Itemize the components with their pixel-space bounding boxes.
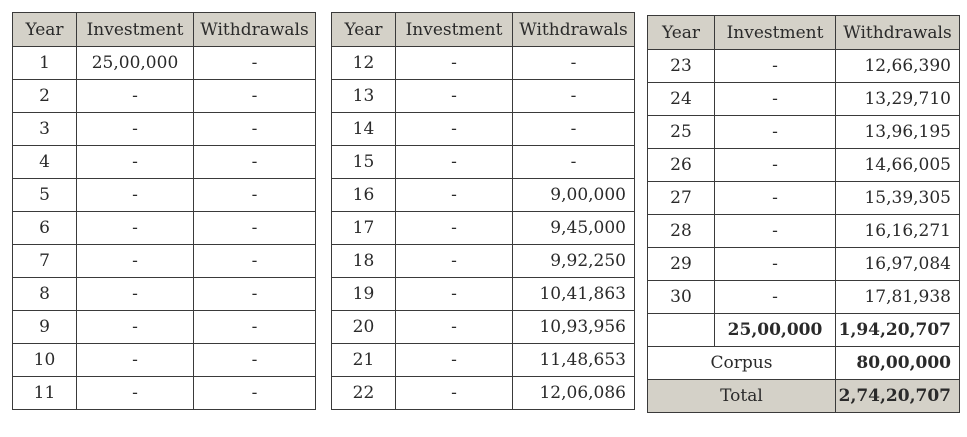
table-row bbox=[332, 344, 635, 377]
year-cell: 14 bbox=[332, 113, 396, 146]
year-cell: 11 bbox=[13, 377, 77, 410]
table-row bbox=[13, 80, 316, 113]
withdrawals-cell: 10,41,863 bbox=[513, 278, 635, 311]
table-row bbox=[13, 278, 316, 311]
table-row bbox=[13, 311, 316, 344]
investment-cell: - bbox=[77, 311, 194, 344]
withdrawals-cell: - bbox=[194, 245, 316, 278]
header-year: Year bbox=[332, 13, 396, 47]
table-row bbox=[648, 281, 960, 314]
investment-cell: - bbox=[715, 248, 836, 281]
investment-cell: - bbox=[396, 146, 513, 179]
total-label: Total bbox=[648, 380, 836, 413]
withdrawals-cell: 15,39,305 bbox=[836, 182, 960, 215]
investment-cell: - bbox=[77, 113, 194, 146]
investment-cell: - bbox=[396, 245, 513, 278]
withdrawals-cell: 9,00,000 bbox=[513, 179, 635, 212]
corpus-row bbox=[648, 347, 960, 380]
table-row bbox=[332, 311, 635, 344]
year-cell: 10 bbox=[13, 344, 77, 377]
withdrawals-cell: - bbox=[513, 47, 635, 80]
table-row bbox=[648, 83, 960, 116]
withdrawals-cell: 9,92,250 bbox=[513, 245, 635, 278]
withdrawals-cell: - bbox=[194, 344, 316, 377]
table-row bbox=[13, 245, 316, 278]
withdrawals-cell: - bbox=[513, 146, 635, 179]
year-cell: 12 bbox=[332, 47, 396, 80]
table-row bbox=[13, 179, 316, 212]
year-cell: 7 bbox=[13, 245, 77, 278]
withdrawals-cell: 9,45,000 bbox=[513, 212, 635, 245]
withdrawals-cell: 12,66,390 bbox=[836, 50, 960, 83]
table-row bbox=[332, 245, 635, 278]
table-row bbox=[332, 47, 635, 80]
table-years-1-11 bbox=[12, 12, 316, 410]
withdrawals-cell: - bbox=[194, 113, 316, 146]
investment-cell: - bbox=[77, 245, 194, 278]
header-row bbox=[332, 13, 635, 47]
investment-cell: - bbox=[715, 50, 836, 83]
investment-cell: - bbox=[715, 149, 836, 182]
withdrawals-cell: 16,16,271 bbox=[836, 215, 960, 248]
header-year: Year bbox=[13, 13, 77, 47]
investment-cell: - bbox=[396, 212, 513, 245]
table-row bbox=[13, 113, 316, 146]
table-row bbox=[13, 344, 316, 377]
investment-cell: - bbox=[77, 344, 194, 377]
table-row bbox=[332, 179, 635, 212]
total-value: 2,74,20,707 bbox=[836, 380, 960, 413]
year-cell: 16 bbox=[332, 179, 396, 212]
table-years-12-22 bbox=[331, 12, 635, 410]
table-row bbox=[13, 146, 316, 179]
investment-cell: - bbox=[715, 215, 836, 248]
year-cell: 26 bbox=[648, 149, 715, 182]
withdrawals-cell: - bbox=[513, 113, 635, 146]
withdrawals-cell: 13,96,195 bbox=[836, 116, 960, 149]
header-investment: Investment bbox=[715, 16, 836, 50]
withdrawals-cell: 12,06,086 bbox=[513, 377, 635, 410]
investment-cell: - bbox=[77, 377, 194, 410]
withdrawals-cell: 14,66,005 bbox=[836, 149, 960, 182]
header-investment: Investment bbox=[396, 13, 513, 47]
withdrawals-cell: - bbox=[194, 146, 316, 179]
totals-year-cell bbox=[648, 314, 715, 347]
year-cell: 23 bbox=[648, 50, 715, 83]
year-cell: 28 bbox=[648, 215, 715, 248]
investment-cell: - bbox=[396, 344, 513, 377]
table-row bbox=[648, 50, 960, 83]
year-cell: 1 bbox=[13, 47, 77, 80]
withdrawals-cell: - bbox=[194, 311, 316, 344]
table-row bbox=[13, 377, 316, 410]
table-row bbox=[648, 116, 960, 149]
investment-cell: - bbox=[715, 182, 836, 215]
withdrawals-cell: 13,29,710 bbox=[836, 83, 960, 116]
investment-cell: - bbox=[715, 281, 836, 314]
withdrawals-cell: 17,81,938 bbox=[836, 281, 960, 314]
investment-cell: - bbox=[715, 83, 836, 116]
investment-cell: - bbox=[396, 47, 513, 80]
year-cell: 8 bbox=[13, 278, 77, 311]
year-cell: 15 bbox=[332, 146, 396, 179]
year-cell: 21 bbox=[332, 344, 396, 377]
withdrawals-total: 1,94,20,707 bbox=[836, 314, 960, 347]
header-withdrawals: Withdrawals bbox=[836, 16, 960, 50]
table-row bbox=[332, 377, 635, 410]
totals-row bbox=[648, 314, 960, 347]
investment-cell: - bbox=[77, 80, 194, 113]
table-row bbox=[332, 80, 635, 113]
withdrawals-cell: 11,48,653 bbox=[513, 344, 635, 377]
table-row bbox=[332, 113, 635, 146]
investment-cell: - bbox=[396, 377, 513, 410]
investment-cell: - bbox=[77, 179, 194, 212]
withdrawals-cell: - bbox=[194, 377, 316, 410]
investment-cell: - bbox=[715, 116, 836, 149]
table-row bbox=[648, 248, 960, 281]
year-cell: 20 bbox=[332, 311, 396, 344]
year-cell: 30 bbox=[648, 281, 715, 314]
withdrawals-cell: - bbox=[194, 212, 316, 245]
table-row bbox=[332, 278, 635, 311]
table-row bbox=[332, 212, 635, 245]
header-withdrawals: Withdrawals bbox=[194, 13, 316, 47]
investment-total: 25,00,000 bbox=[715, 314, 836, 347]
investment-cell: - bbox=[396, 311, 513, 344]
investment-cell: - bbox=[396, 278, 513, 311]
withdrawals-cell: - bbox=[194, 80, 316, 113]
header-row bbox=[13, 13, 316, 47]
year-cell: 9 bbox=[13, 311, 77, 344]
withdrawals-cell: - bbox=[194, 179, 316, 212]
year-cell: 13 bbox=[332, 80, 396, 113]
header-investment: Investment bbox=[77, 13, 194, 47]
investment-cell: - bbox=[77, 146, 194, 179]
investment-cell: - bbox=[396, 179, 513, 212]
year-cell: 24 bbox=[648, 83, 715, 116]
year-cell: 17 bbox=[332, 212, 396, 245]
year-cell: 18 bbox=[332, 245, 396, 278]
grand-total-row bbox=[648, 380, 960, 413]
investment-cell: - bbox=[77, 278, 194, 311]
corpus-label: Corpus bbox=[648, 347, 836, 380]
table-years-23-30 bbox=[647, 15, 960, 413]
withdrawals-cell: 10,93,956 bbox=[513, 311, 635, 344]
year-cell: 3 bbox=[13, 113, 77, 146]
header-row bbox=[648, 16, 960, 50]
investment-cell: - bbox=[396, 113, 513, 146]
withdrawals-cell: 16,97,084 bbox=[836, 248, 960, 281]
header-year: Year bbox=[648, 16, 715, 50]
year-cell: 19 bbox=[332, 278, 396, 311]
year-cell: 27 bbox=[648, 182, 715, 215]
year-cell: 29 bbox=[648, 248, 715, 281]
investment-cell: 25,00,000 bbox=[77, 47, 194, 80]
corpus-value: 80,00,000 bbox=[836, 347, 960, 380]
year-cell: 6 bbox=[13, 212, 77, 245]
withdrawals-cell: - bbox=[513, 80, 635, 113]
table-row bbox=[648, 149, 960, 182]
investment-cell: - bbox=[396, 80, 513, 113]
withdrawals-cell: - bbox=[194, 47, 316, 80]
year-cell: 25 bbox=[648, 116, 715, 149]
table-row bbox=[13, 212, 316, 245]
year-cell: 2 bbox=[13, 80, 77, 113]
withdrawals-cell: - bbox=[194, 278, 316, 311]
table-row bbox=[332, 146, 635, 179]
table-row bbox=[648, 182, 960, 215]
table-row bbox=[648, 215, 960, 248]
year-cell: 22 bbox=[332, 377, 396, 410]
year-cell: 5 bbox=[13, 179, 77, 212]
investment-cell: - bbox=[77, 212, 194, 245]
header-withdrawals: Withdrawals bbox=[513, 13, 635, 47]
table-row bbox=[13, 47, 316, 80]
year-cell: 4 bbox=[13, 146, 77, 179]
